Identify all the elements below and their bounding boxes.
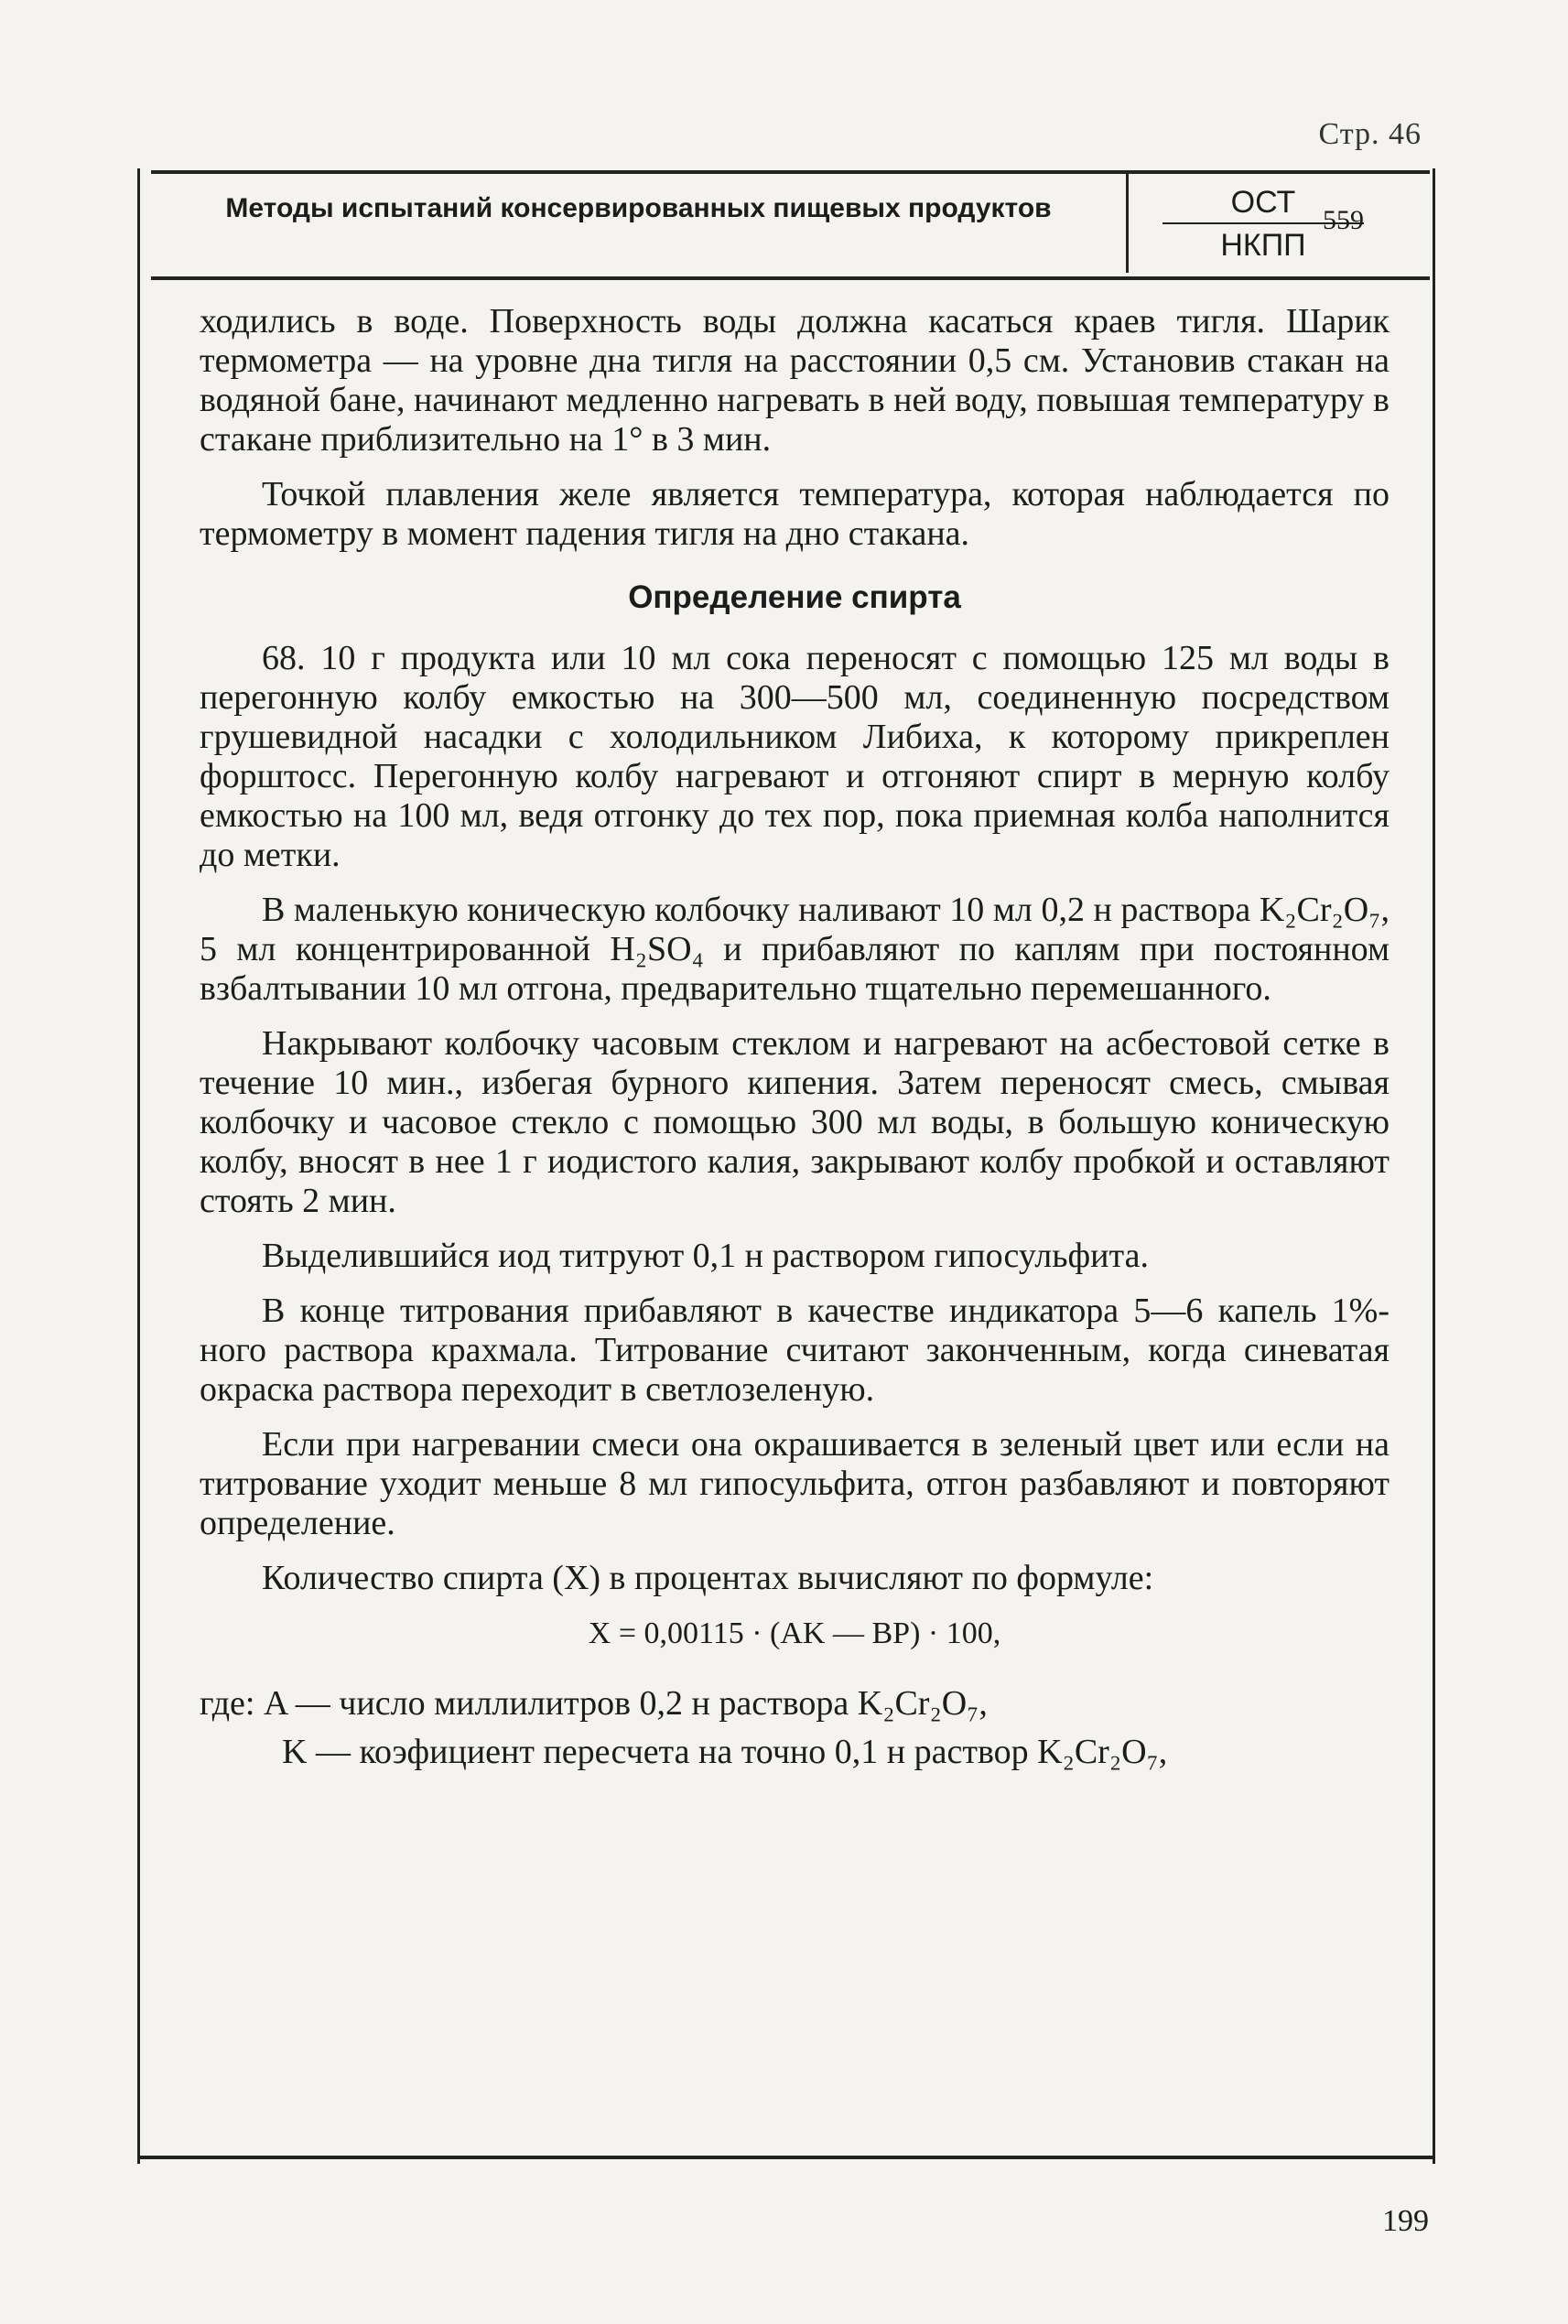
paragraph: В маленькую коническую колбочку наливают 10 мл 0,2 н раствора K₂Cr₂O₇, 5 мл концентрированной H₂SO₄ и прибавляют по каплям при постоянном взбалтывании 10 мл отгона, предварительно тщательно перемешанного.	[200, 891, 1390, 1008]
formula: X = 0,00115 · (AK — BP) · 100,	[588, 1616, 1001, 1650]
paragraph: Количество спирта (X) в процентах вычисляют по формуле:	[262, 1559, 1154, 1597]
ost-top: ОСТ	[1162, 185, 1364, 224]
document-body	[200, 302, 1390, 1772]
section-heading: Определение спирта	[628, 579, 961, 615]
paragraph-continued: ходились в воде. Поверхность воды должна касаться краев тигля. Шарик термометра — на уровне дна тигля на расстоянии 0,5 см. Установив стакан на водяной бане, начинают медленно нагревать в ней воду, повышая температуру в стакане приблизительно на 1° в 3 мин.	[200, 302, 1390, 459]
paragraph: Накрывают колбочку часовым стеклом и нагревают на асбестовой сетке в течение 10 мин., избегая бурного кипения. Затем переносят смесь, смывая колбочку и часовое стекло с помощью 300 мл воды, в большую коническую колбу, вносят в нее 1 г иодистого калия, закрывают колбу пробкой и оставляют стоять 2 мин.	[200, 1024, 1390, 1220]
header-title: Методы испытаний консервированных пищевых продуктов	[225, 193, 1052, 223]
paragraph: Выделившийся иод титруют 0,1 н раствором гипосульфита.	[262, 1237, 1149, 1275]
paragraph: Точкой плавления желе является температура, которая наблюдается по термометру в момент падения тигля на дно стакана.	[200, 475, 1390, 553]
ost-bottom: НКПП	[1220, 228, 1306, 263]
document-header	[151, 170, 1430, 280]
paragraph: В конце титрования прибавляют в качестве индикатора 5—6 капель 1%-ного раствора крахмала. Титрование считают законченным, когда синеватая окраска раствора переходит в светлозеленую.	[200, 1292, 1390, 1409]
header-divider	[1126, 174, 1129, 273]
paragraph: 68. 10 г продукта или 10 мл сока переносят с помощью 125 мл воды в перегонную колбу емкостью на 300—500 мл, соединенную посредством грушевидной насадки с холодильником Либиха, к которому прикреплен форштосс. Перегонную колбу нагревают и отгоняют спирт в мерную колбу емкостью на 100 мл, ведя отгонку до тех пор, пока приемная колба наполнится до метки.	[200, 639, 1390, 874]
formula-legend-k: K — коэфициент пересчета на точно 0,1 н раствор K₂Cr₂O₇,	[282, 1733, 1168, 1771]
page-label: Стр. 46	[1318, 117, 1422, 151]
ost-number: 559	[1323, 205, 1364, 235]
bottom-rule	[137, 2156, 1433, 2159]
paragraph: Если при нагревании смеси она окрашивается в зеленый цвет или если на титрование уходит меньше 8 мл гипосульфита, отгон разбавляют и повторяют определение.	[200, 1425, 1390, 1542]
page-number: 199	[1382, 2204, 1429, 2238]
formula-legend-a: где: A — число миллилитров 0,2 н раствора K₂Cr₂O₇,	[200, 1684, 988, 1723]
